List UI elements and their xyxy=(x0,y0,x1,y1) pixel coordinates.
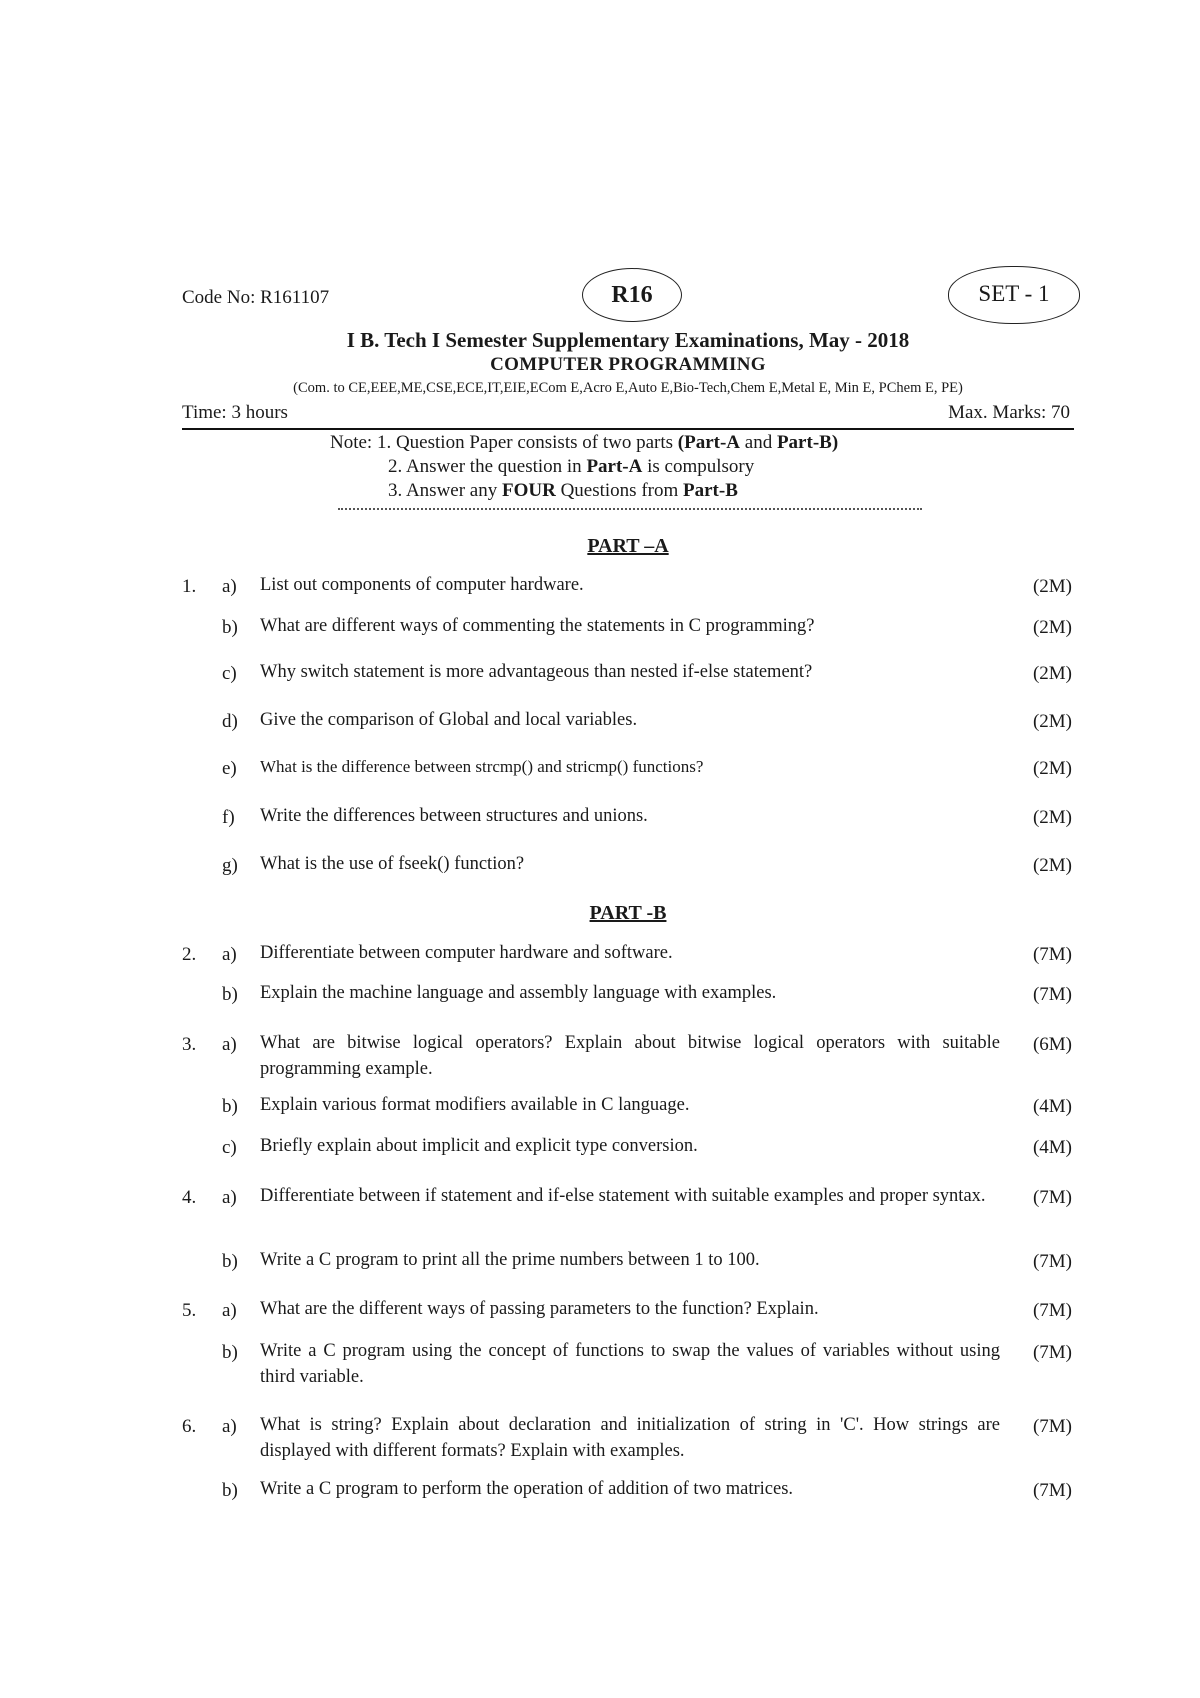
item-label: b) xyxy=(222,1096,238,1117)
question-text: What is string? Explain about declaration and initialization of string in 'C'. How strings are displayed with different formats? Explain with examples. xyxy=(260,1415,1000,1461)
question-text: Write a C program using the concept of functions to swap the values of variables without using third variable. xyxy=(260,1341,1000,1387)
question-text: Explain the machine language and assembly language with examples. xyxy=(260,983,777,1003)
part-a-heading: PART –A xyxy=(587,535,669,557)
item-label: a) xyxy=(222,1416,237,1437)
question-marks: (7M) xyxy=(1032,1416,1072,1437)
question-number: 5. xyxy=(182,1300,197,1321)
question-marks: (6M) xyxy=(1032,1034,1072,1055)
question-text: What are the different ways of passing parameters to the function? Explain. xyxy=(260,1299,819,1319)
item-label: a) xyxy=(222,1034,237,1055)
question-number: 4. xyxy=(182,1187,197,1208)
question-text: Differentiate between if statement and if-else statement with suitable examples and proper syntax. xyxy=(260,1186,986,1206)
question-marks: (2M) xyxy=(1032,711,1072,732)
question-marks: (7M) xyxy=(1032,944,1072,965)
item-label: a) xyxy=(222,1187,237,1208)
subject-title: COMPUTER PROGRAMMING xyxy=(490,354,766,375)
code-number: Code No: R161107 xyxy=(182,287,330,308)
note-1-text: Note: 1. Question Paper consists of two parts xyxy=(330,432,678,453)
part-b-heading: PART -B xyxy=(589,902,667,924)
note-2-post: is compulsory xyxy=(642,456,755,477)
question-text: Explain various format modifiers available in C language. xyxy=(260,1095,690,1115)
note-2-bold: Part-A xyxy=(586,456,643,477)
item-label: c) xyxy=(222,663,237,684)
question-text: What are bitwise logical operators? Explain about bitwise logical operators with suitable programming example. xyxy=(260,1033,1000,1079)
question-text: What is the difference between strcmp() and stricmp() functions? xyxy=(260,757,704,776)
question-marks: (7M) xyxy=(1032,1480,1072,1501)
question-marks: (2M) xyxy=(1032,807,1072,828)
question-marks: (7M) xyxy=(1032,1187,1072,1208)
regulation-badge: R16 xyxy=(582,268,682,322)
max-marks: Max. Marks: 70 xyxy=(948,402,1070,423)
question-marks: (7M) xyxy=(1032,1342,1072,1363)
note-3-mid: Questions from xyxy=(555,480,683,501)
question-text: Give the comparison of Global and local variables. xyxy=(260,710,638,730)
item-label: b) xyxy=(222,1251,238,1272)
item-label: a) xyxy=(222,1300,237,1321)
question-text: Differentiate between computer hardware and software. xyxy=(260,943,673,963)
question-text: What are different ways of commenting the statements in C programming? xyxy=(260,616,815,636)
question-text: Write a C program to perform the operation of addition of two matrices. xyxy=(260,1479,794,1499)
note-1-mid: and xyxy=(740,432,777,453)
branches-line: (Com. to CE,EEE,ME,CSE,ECE,IT,EIE,ECom E,Acro E,Auto E,Bio-Tech,Chem E,Metal E, Min E, PChem E, PE) xyxy=(293,380,963,396)
tilde-divider xyxy=(338,508,922,510)
question-text: What is the use of fseek() function? xyxy=(260,854,525,874)
question-text: Why switch statement is more advantageous than nested if-else statement? xyxy=(260,662,813,682)
question-marks: (2M) xyxy=(1032,663,1072,684)
question-marks: (7M) xyxy=(1032,1251,1072,1272)
question-marks: (2M) xyxy=(1032,576,1072,597)
item-label: b) xyxy=(222,984,238,1005)
set-badge: SET - 1 xyxy=(948,266,1080,324)
item-label: a) xyxy=(222,576,237,597)
question-marks: (4M) xyxy=(1032,1096,1072,1117)
note-line-1 xyxy=(330,432,838,454)
question-text: Write the differences between structures and unions. xyxy=(260,806,648,826)
note-3-bold2: Part-B xyxy=(683,480,738,501)
question-marks: (2M) xyxy=(1032,758,1072,779)
item-label: d) xyxy=(222,711,238,732)
item-label: f) xyxy=(222,807,235,828)
note-line-2 xyxy=(388,456,754,478)
item-label: c) xyxy=(222,1137,237,1158)
item-label: e) xyxy=(222,758,237,779)
question-text: Briefly explain about implicit and explicit type conversion. xyxy=(260,1136,698,1156)
note-2-text: 2. Answer the question in xyxy=(388,456,587,477)
exam-title: I B. Tech I Semester Supplementary Examinations, May - 2018 xyxy=(346,328,910,352)
question-text: Write a C program to print all the prime numbers between 1 to 100. xyxy=(260,1250,760,1270)
time-duration: Time: 3 hours xyxy=(182,402,288,423)
question-text: List out components of computer hardware. xyxy=(260,575,584,595)
item-label: g) xyxy=(222,855,238,876)
item-label: b) xyxy=(222,1480,238,1501)
note-3-bold: FOUR xyxy=(501,480,556,501)
question-marks: (7M) xyxy=(1032,984,1072,1005)
item-label: b) xyxy=(222,1342,238,1363)
note-3-text: 3. Answer any xyxy=(388,480,502,501)
question-marks: (7M) xyxy=(1032,1300,1072,1321)
note-1-bold: (Part-A xyxy=(677,432,741,453)
question-number: 6. xyxy=(182,1416,197,1437)
note-1-bold2: Part-B) xyxy=(776,432,839,453)
question-marks: (4M) xyxy=(1032,1137,1072,1158)
item-label: a) xyxy=(222,944,237,965)
header-divider xyxy=(182,428,1074,430)
question-marks: (2M) xyxy=(1032,617,1072,638)
question-number: 3. xyxy=(182,1034,197,1055)
note-line-3 xyxy=(388,480,738,502)
item-label: b) xyxy=(222,617,238,638)
question-number: 1. xyxy=(182,576,197,597)
question-marks: (2M) xyxy=(1032,855,1072,876)
question-number: 2. xyxy=(182,944,197,965)
